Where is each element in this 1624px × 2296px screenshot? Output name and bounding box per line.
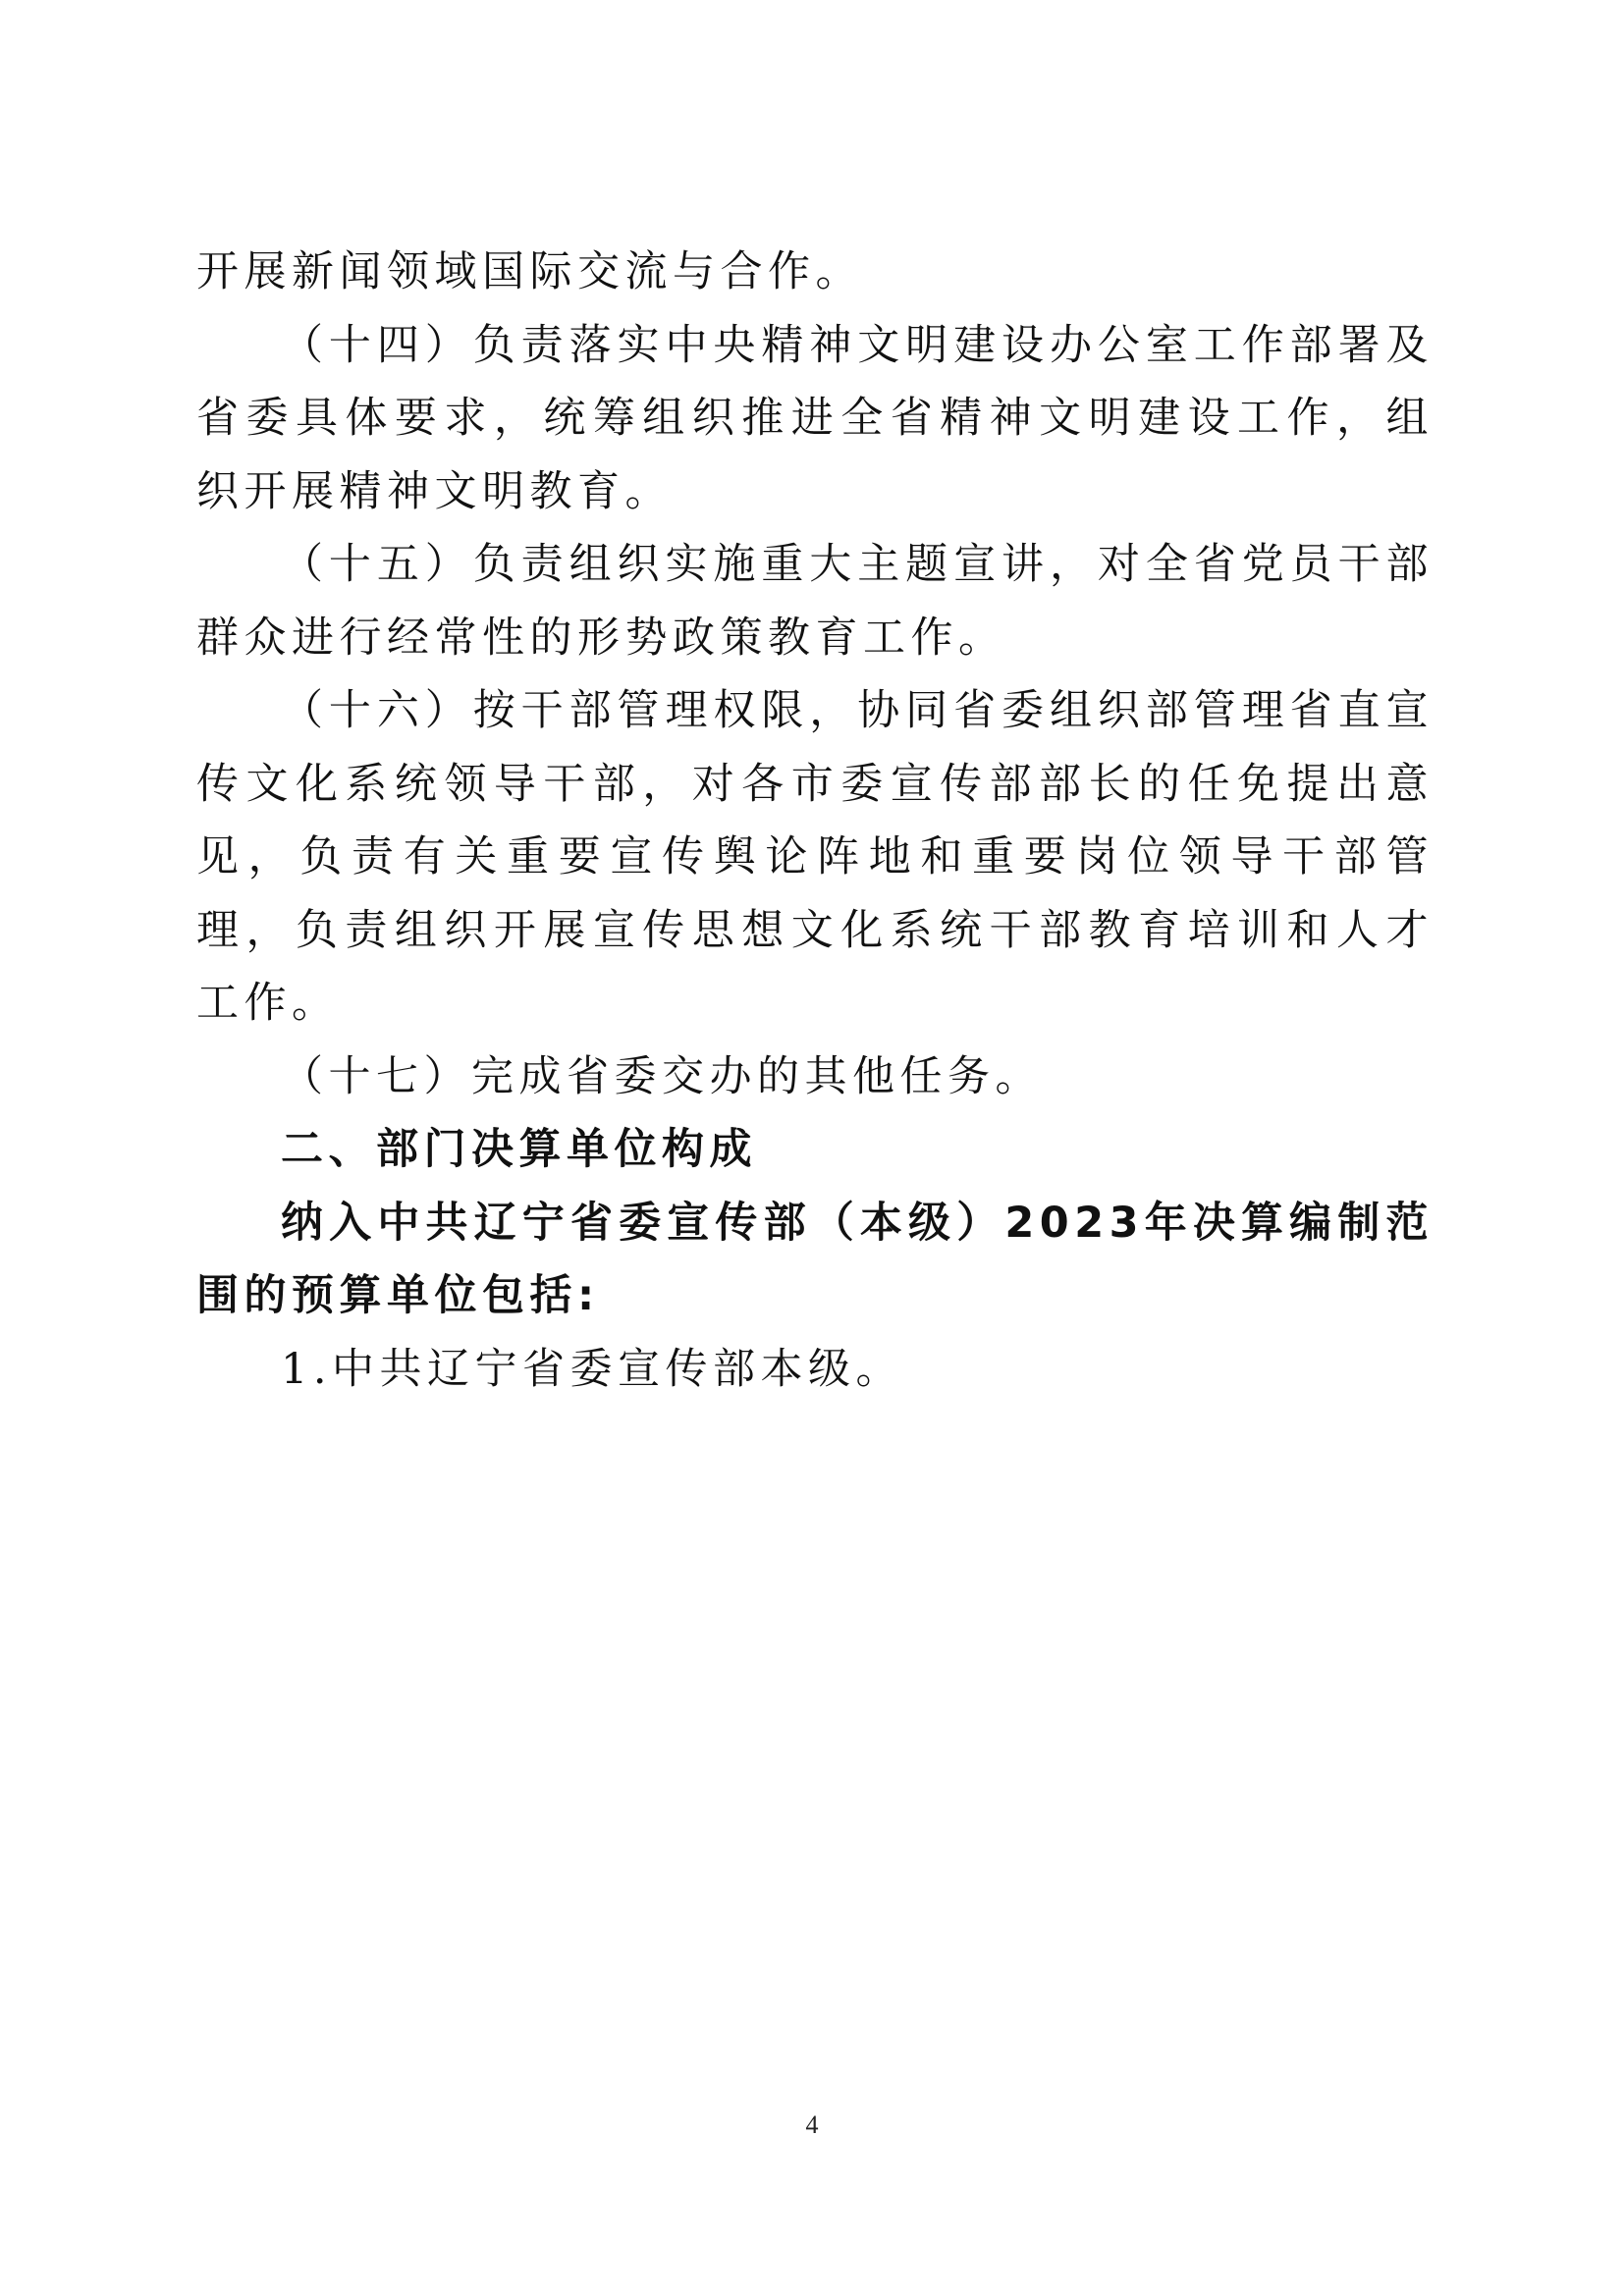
- paragraph-item-14: （十四）负责落实中央精神文明建设办公室工作部署及省委具体要求，统筹组织推进全省精神文明建设工作，组织开展精神文明教育。: [196, 320, 1434, 516]
- paragraph-item-15: （十五）负责组织实施重大主题宣讲，对全省党员干部群众进行经常性的形势政策教育工作。: [196, 540, 1434, 663]
- page-number: 4: [805, 2110, 819, 2139]
- paragraph-continuation: 开展新闻领域国际交流与合作。: [196, 247, 863, 296]
- section-heading: 二、部门决算单位构成: [281, 1125, 757, 1174]
- paragraph-item-16: （十六）按干部管理权限，协同省委组织部管理省直宣传文化系统领导干部，对各市委宣传部部长的任免提出意见，负责有关重要宣传舆论阵地和重要岗位领导干部管理，负责组织开展宣传思想文化系统干部教育培训和人才工作。: [196, 686, 1434, 1028]
- paragraph-scope-intro: 纳入中共辽宁省委宣传部（本级）2023年决算编制范围的预算单位包括:: [196, 1198, 1434, 1320]
- paragraph-item-17: （十七）完成省委交办的其他任务。: [281, 1051, 1043, 1101]
- paragraph-unit-list-item: 1.中共辽宁省委宣传部本级。: [281, 1344, 904, 1394]
- document-body: [196, 236, 1434, 1406]
